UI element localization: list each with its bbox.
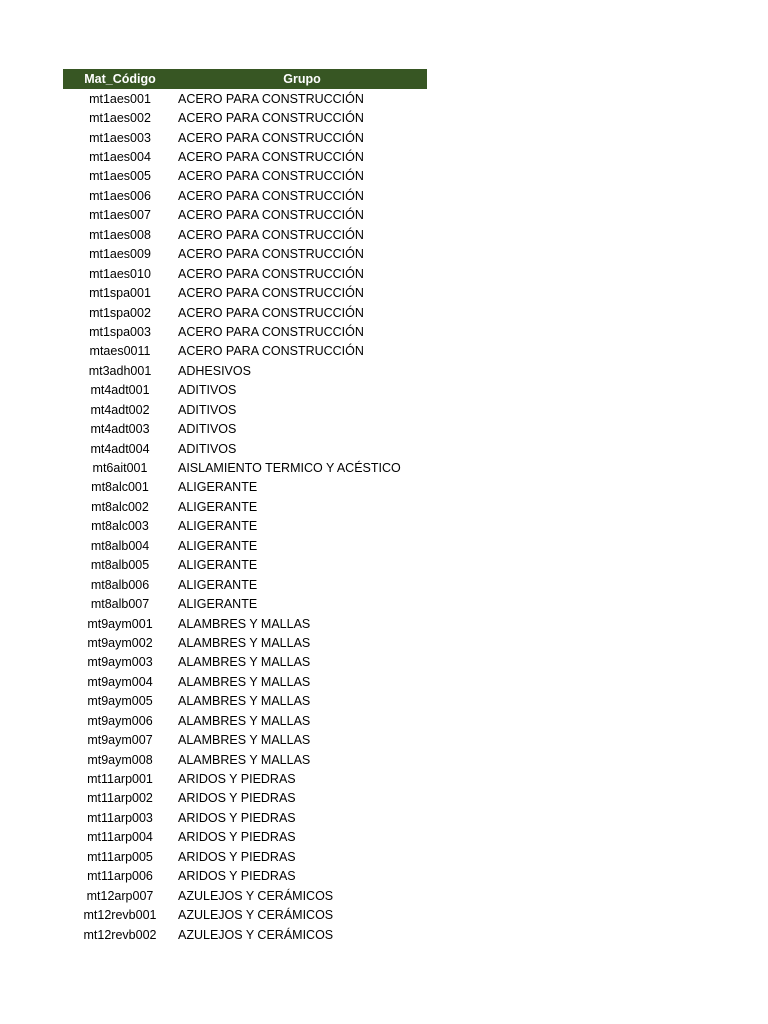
table-row — [63, 536, 427, 555]
table-row — [63, 361, 427, 380]
cell-grupo[interactable]: ALAMBRES Y MALLAS — [178, 674, 311, 689]
cell-grupo[interactable]: AISLAMIENTO TERMICO Y ACÉSTICO — [178, 461, 401, 476]
cell-grupo[interactable]: ALIGERANTE — [178, 538, 258, 553]
cell-grupo[interactable]: ACERO PARA CONSTRUCCIÓN — [178, 247, 364, 262]
cell-mat-codigo[interactable]: mt8alb005 — [90, 558, 150, 573]
cell-grupo[interactable]: ARIDOS Y PIEDRAS — [178, 772, 296, 787]
cell-mat-codigo[interactable]: mt9aym003 — [87, 655, 153, 670]
table-row — [63, 556, 427, 575]
cell-grupo[interactable]: ACERO PARA CONSTRUCCIÓN — [178, 130, 364, 145]
cell-mat-codigo[interactable]: mt11arp006 — [87, 869, 153, 884]
table-row — [63, 672, 427, 691]
cell-mat-codigo[interactable]: mt1aes003 — [89, 130, 151, 145]
table-row — [63, 867, 427, 886]
cell-mat-codigo[interactable]: mt11arp001 — [87, 772, 153, 787]
cell-mat-codigo[interactable]: mt9aym005 — [87, 694, 153, 709]
table-row — [63, 322, 427, 341]
table-header-row — [63, 69, 427, 89]
table-row — [63, 808, 427, 827]
table-row — [63, 711, 427, 730]
table-row — [63, 925, 427, 944]
cell-grupo[interactable]: ARIDOS Y PIEDRAS — [178, 791, 296, 806]
cell-grupo[interactable]: ADITIVOS — [178, 383, 237, 398]
cell-grupo[interactable]: ARIDOS Y PIEDRAS — [178, 830, 296, 845]
cell-grupo[interactable]: ACERO PARA CONSTRUCCIÓN — [178, 324, 364, 339]
cell-grupo[interactable]: ACERO PARA CONSTRUCCIÓN — [178, 169, 364, 184]
table-body — [63, 89, 427, 944]
table-row — [63, 458, 427, 477]
cell-mat-codigo[interactable]: mt1aes010 — [89, 266, 151, 281]
table-row — [63, 886, 427, 905]
cell-mat-codigo[interactable]: mt9aym008 — [87, 752, 153, 767]
cell-grupo[interactable]: AZULEJOS Y CERÁMICOS — [178, 888, 334, 903]
table-row — [63, 206, 427, 225]
table-row — [63, 108, 427, 127]
cell-grupo[interactable]: ALAMBRES Y MALLAS — [178, 713, 311, 728]
cell-mat-codigo[interactable]: mt1aes006 — [89, 188, 151, 203]
cell-mat-codigo[interactable]: mt11arp002 — [87, 791, 153, 806]
table-row — [63, 400, 427, 419]
cell-mat-codigo[interactable]: mt1aes007 — [89, 208, 151, 223]
cell-mat-codigo[interactable]: mt11arp004 — [87, 830, 153, 845]
cell-mat-codigo[interactable]: mt9aym007 — [87, 733, 153, 748]
table-row — [63, 342, 427, 361]
cell-grupo[interactable]: ADHESIVOS — [178, 363, 251, 378]
cell-mat-codigo[interactable]: mt9aym001 — [87, 616, 153, 631]
cell-grupo[interactable]: ALIGERANTE — [178, 558, 258, 573]
cell-mat-codigo[interactable]: mt8alc001 — [91, 480, 149, 495]
cell-mat-codigo[interactable]: mt8alb007 — [90, 597, 150, 612]
cell-grupo[interactable]: ARIDOS Y PIEDRAS — [178, 810, 296, 825]
cell-grupo[interactable]: ALIGERANTE — [178, 519, 258, 534]
cell-grupo[interactable]: ARIDOS Y PIEDRAS — [178, 849, 296, 864]
cell-mat-codigo[interactable]: mt4adt004 — [90, 441, 150, 456]
cell-mat-codigo[interactable]: mt1aes004 — [89, 150, 151, 165]
table-row — [63, 283, 427, 302]
table-row — [63, 147, 427, 166]
cell-mat-codigo[interactable]: mt8alb006 — [90, 577, 150, 592]
cell-mat-codigo[interactable]: mt8alc002 — [91, 499, 149, 514]
table-row — [63, 128, 427, 147]
cell-grupo[interactable]: ADITIVOS — [178, 402, 237, 417]
table-row — [63, 847, 427, 866]
table-row — [63, 828, 427, 847]
table-row — [63, 575, 427, 594]
table-row — [63, 439, 427, 458]
cell-mat-codigo[interactable]: mt4adt003 — [90, 422, 150, 437]
cell-grupo[interactable]: ADITIVOS — [178, 441, 237, 456]
cell-grupo[interactable]: ALIGERANTE — [178, 480, 258, 495]
cell-mat-codigo[interactable]: mt1aes001 — [89, 91, 151, 106]
cell-mat-codigo[interactable]: mt8alc003 — [91, 519, 149, 534]
cell-grupo[interactable]: ACERO PARA CONSTRUCCIÓN — [178, 227, 364, 242]
cell-mat-codigo[interactable]: mt1spa003 — [89, 324, 151, 339]
cell-mat-codigo[interactable]: mtaes0011 — [89, 344, 151, 359]
table-row — [63, 750, 427, 769]
table-row — [63, 303, 427, 322]
cell-mat-codigo[interactable]: mt1aes005 — [89, 169, 151, 184]
table-row — [63, 186, 427, 205]
table-row — [63, 245, 427, 264]
table-row — [63, 497, 427, 516]
cell-grupo[interactable]: ACERO PARA CONSTRUCCIÓN — [178, 208, 364, 223]
table-row — [63, 730, 427, 749]
table-row — [63, 167, 427, 186]
cell-grupo[interactable]: ACERO PARA CONSTRUCCIÓN — [178, 305, 364, 320]
cell-mat-codigo[interactable]: mt9aym004 — [87, 674, 153, 689]
header-grupo[interactable]: Grupo — [283, 72, 321, 86]
cell-mat-codigo[interactable]: mt12revb002 — [83, 927, 157, 942]
table-row — [63, 264, 427, 283]
cell-grupo[interactable]: ACERO PARA CONSTRUCCIÓN — [178, 266, 364, 281]
cell-grupo[interactable]: ALAMBRES Y MALLAS — [178, 694, 311, 709]
cell-grupo[interactable]: ALAMBRES Y MALLAS — [178, 733, 311, 748]
cell-mat-codigo[interactable]: mt1aes002 — [89, 111, 151, 126]
cell-mat-codigo[interactable]: mt6ait001 — [92, 461, 148, 476]
table-row — [63, 633, 427, 652]
table-row — [63, 692, 427, 711]
cell-grupo[interactable]: ADITIVOS — [178, 422, 237, 437]
table-row — [63, 225, 427, 244]
cell-grupo[interactable]: ACERO PARA CONSTRUCCIÓN — [178, 91, 364, 106]
cell-grupo[interactable]: ACERO PARA CONSTRUCCIÓN — [178, 111, 364, 126]
table-row — [63, 478, 427, 497]
table-row — [63, 419, 427, 438]
table-row — [63, 89, 427, 108]
cell-grupo[interactable]: ALAMBRES Y MALLAS — [178, 635, 311, 650]
cell-grupo[interactable]: ACERO PARA CONSTRUCCIÓN — [178, 150, 364, 165]
header-mat-codigo[interactable]: Mat_Código — [84, 72, 156, 86]
cell-mat-codigo[interactable]: mt1aes008 — [89, 227, 151, 242]
cell-grupo[interactable]: ALAMBRES Y MALLAS — [178, 616, 311, 631]
table-row — [63, 905, 427, 924]
table-row — [63, 769, 427, 788]
cell-mat-codigo[interactable]: mt9aym002 — [87, 635, 153, 650]
cell-mat-codigo[interactable]: mt11arp003 — [87, 810, 153, 825]
cell-mat-codigo[interactable]: mt1spa001 — [89, 286, 151, 301]
cell-mat-codigo[interactable]: mt1aes009 — [89, 247, 151, 262]
cell-mat-codigo[interactable]: mt1spa002 — [89, 305, 151, 320]
cell-grupo[interactable]: AZULEJOS Y CERÁMICOS — [178, 908, 334, 923]
table-row — [63, 517, 427, 536]
cell-mat-codigo[interactable]: mt9aym006 — [87, 713, 153, 728]
cell-grupo[interactable]: AZULEJOS Y CERÁMICOS — [178, 927, 334, 942]
cell-grupo[interactable]: ALIGERANTE — [178, 499, 258, 514]
cell-grupo[interactable]: ACERO PARA CONSTRUCCIÓN — [178, 286, 364, 301]
table-row — [63, 381, 427, 400]
cell-grupo[interactable]: ACERO PARA CONSTRUCCIÓN — [178, 344, 364, 359]
cell-mat-codigo[interactable]: mt12revb001 — [83, 908, 157, 923]
table-row — [63, 614, 427, 633]
materials-table — [63, 69, 427, 944]
cell-grupo[interactable]: ARIDOS Y PIEDRAS — [178, 869, 296, 884]
cell-mat-codigo[interactable]: mt12arp007 — [86, 888, 154, 903]
cell-grupo[interactable]: ALIGERANTE — [178, 577, 258, 592]
table-row — [63, 789, 427, 808]
cell-mat-codigo[interactable]: mt11arp005 — [87, 849, 153, 864]
cell-mat-codigo[interactable]: mt3adh001 — [88, 363, 152, 378]
cell-mat-codigo[interactable]: mt4adt001 — [90, 383, 150, 398]
cell-mat-codigo[interactable]: mt4adt002 — [90, 402, 150, 417]
cell-mat-codigo[interactable]: mt8alb004 — [90, 538, 150, 553]
cell-grupo[interactable]: ALIGERANTE — [178, 597, 258, 612]
cell-grupo[interactable]: ALAMBRES Y MALLAS — [178, 655, 311, 670]
cell-grupo[interactable]: ALAMBRES Y MALLAS — [178, 752, 311, 767]
table-row — [63, 653, 427, 672]
cell-grupo[interactable]: ACERO PARA CONSTRUCCIÓN — [178, 188, 364, 203]
table-row — [63, 594, 427, 613]
